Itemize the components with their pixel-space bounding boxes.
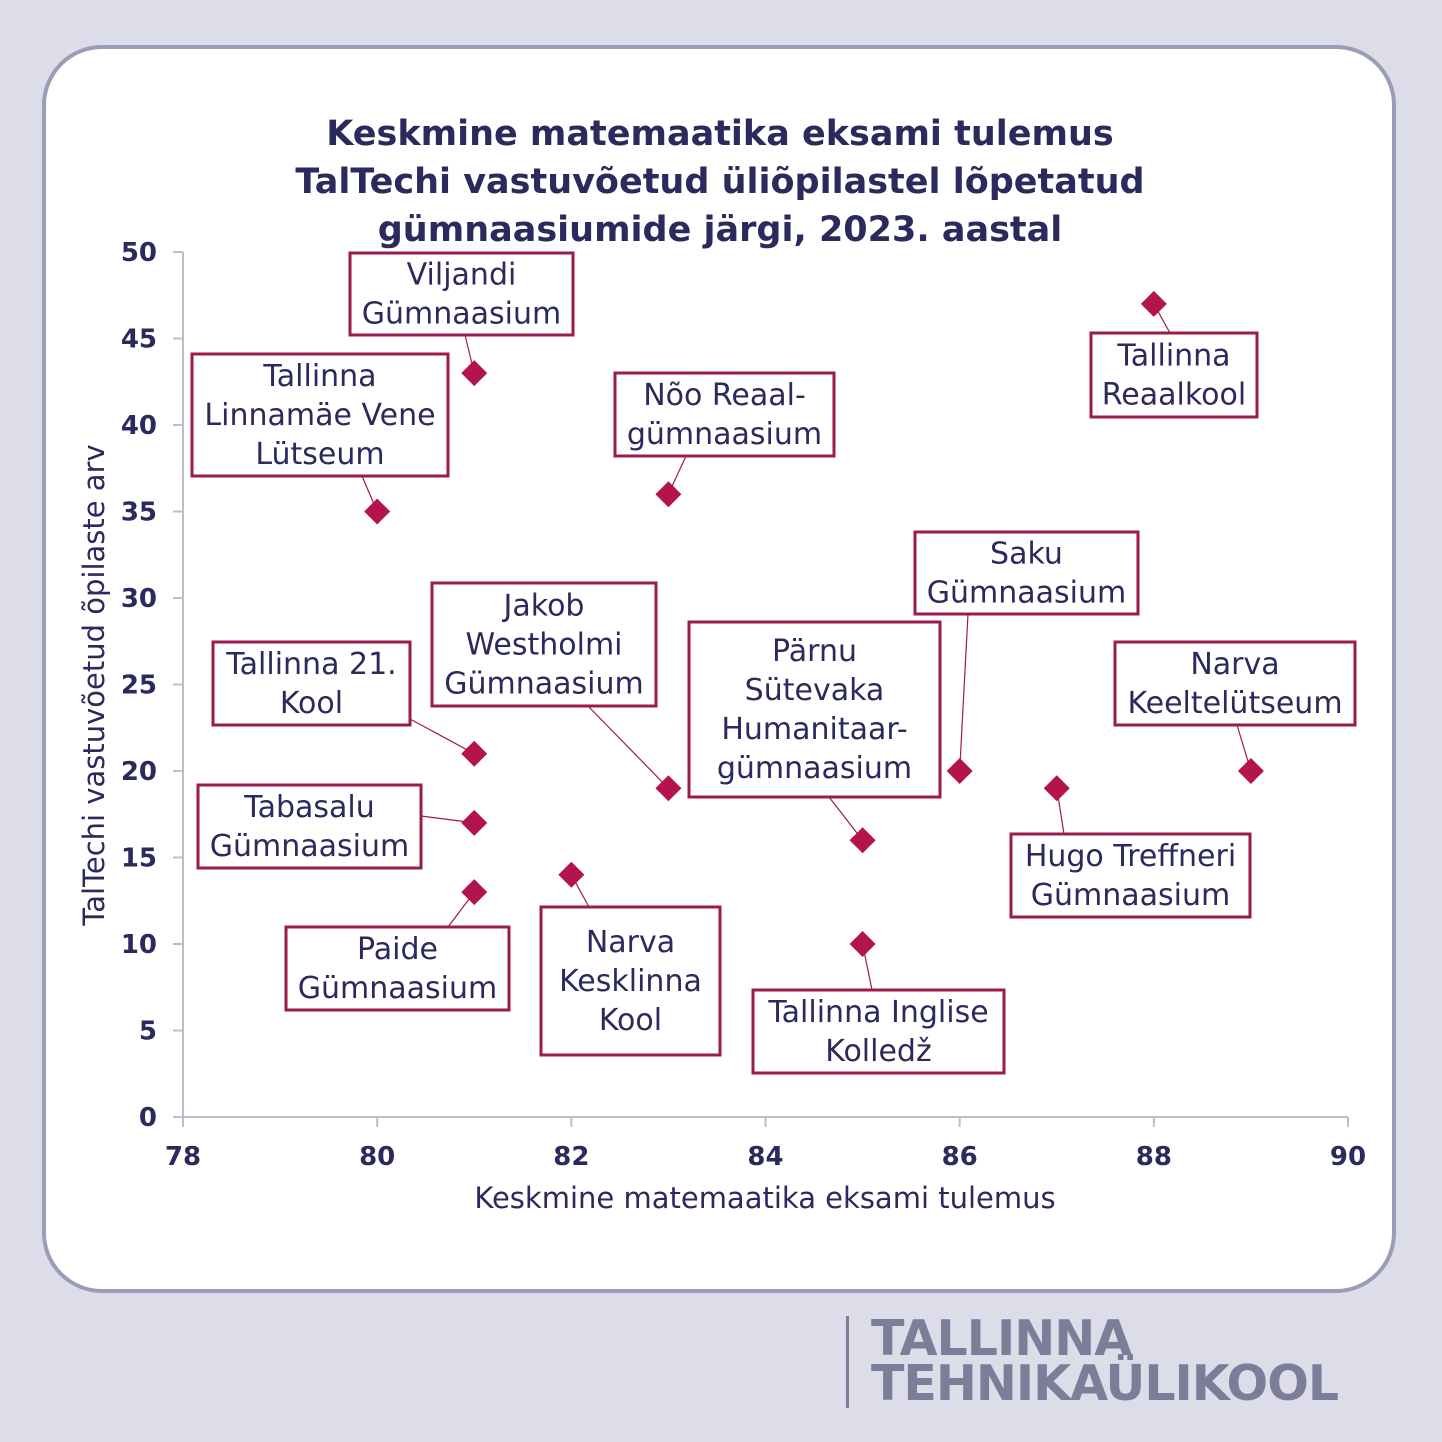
callout-label: Keeltelütseum — [1127, 686, 1343, 721]
data-point-marker — [558, 862, 584, 888]
data-point-marker — [1044, 775, 1070, 801]
callout-label: Jakob — [503, 588, 585, 624]
x-tick-label: 90 — [1329, 1142, 1367, 1172]
data-point-marker — [850, 827, 876, 853]
x-tick-label: 80 — [359, 1142, 396, 1172]
callout-label: Gümnaasium — [297, 971, 498, 1006]
y-tick-label: 30 — [120, 584, 157, 614]
x-tick-label: 86 — [941, 1142, 978, 1172]
y-axis-label: TalTechi vastuvõetud õpilaste arv — [77, 444, 111, 926]
callout-label: Narva — [1190, 647, 1280, 682]
callout-label: Narva — [585, 925, 676, 960]
data-point-marker — [461, 741, 487, 767]
callout-label: Lütseum — [255, 437, 385, 472]
callout-label: Gümnaasium — [444, 666, 644, 702]
callout-label: gümnaasium — [626, 417, 823, 452]
callout-label: Tallinna — [263, 359, 377, 394]
callout-leader-line — [410, 719, 474, 754]
callout-label: Nõo Reaal- — [643, 378, 806, 413]
y-tick-label: 25 — [120, 670, 157, 701]
callout-label: Pärnu — [772, 634, 857, 669]
callout-label: Gümnaasium — [1030, 878, 1231, 913]
callout-label: Saku — [990, 536, 1063, 572]
logo-line-1: TALLINNA — [871, 1310, 1132, 1367]
data-point-marker — [364, 499, 390, 525]
y-tick-label: 20 — [120, 757, 157, 787]
y-tick-label: 0 — [138, 1103, 157, 1133]
y-tick-label: 45 — [120, 324, 157, 355]
y-tick-label: 15 — [120, 843, 157, 874]
data-point-marker — [655, 481, 681, 507]
callout-label: Kolledž — [825, 1034, 932, 1069]
data-point-marker — [947, 758, 973, 784]
callout-label: Gümnaasium — [361, 296, 562, 332]
x-tick-label: 88 — [1135, 1142, 1172, 1172]
x-tick-label: 78 — [164, 1142, 202, 1172]
callout-label: Sütevaka — [744, 673, 885, 708]
y-tick-label: 35 — [120, 497, 157, 528]
data-point-marker — [850, 931, 876, 957]
logo-line-2: TEHNIKAÜLIKOOL — [871, 1355, 1339, 1412]
data-point-marker — [1238, 758, 1264, 784]
chart-title-line: Keskmine matemaatika eksami tulemus — [326, 114, 1114, 154]
callout-leader-line — [960, 614, 968, 771]
callout-label: Linnamäe Vene — [204, 398, 436, 433]
callout-label: Kesklinna — [559, 964, 702, 999]
callout-label: Viljandi — [406, 257, 517, 293]
data-point-marker — [461, 879, 487, 905]
callout-label: Kool — [279, 686, 344, 721]
callout-label: Tallinna 21. — [226, 647, 397, 682]
callout-label: gümnaasium — [716, 751, 913, 786]
x-axis-label: Keskmine matemaatika eksami tulemus — [474, 1181, 1056, 1215]
callout-label: Gümnaasium — [209, 829, 410, 864]
callout-label: Hugo Treffneri — [1024, 839, 1237, 874]
callout-leader-line — [588, 706, 668, 788]
callout-label: Tallinna — [1117, 338, 1231, 374]
x-tick-label: 82 — [553, 1142, 590, 1172]
callout-label: Kool — [598, 1003, 663, 1038]
data-point-marker — [1141, 291, 1167, 317]
data-point-marker — [461, 810, 487, 836]
y-tick-label: 40 — [120, 411, 157, 441]
chart-title-line: gümnaasiumide järgi, 2023. aastal — [377, 210, 1063, 250]
y-tick-label: 5 — [138, 1016, 157, 1047]
callout-label: Gümnaasium — [926, 575, 1127, 611]
x-tick-label: 84 — [747, 1142, 784, 1172]
callout-label: Westholmi — [465, 627, 623, 663]
callout-label: Tabasalu — [244, 790, 375, 825]
data-point-marker — [461, 360, 487, 386]
y-tick-label: 50 — [120, 238, 157, 268]
chart-title-line: TalTechi vastuvõetud üliõpilastel lõpetatud — [295, 162, 1145, 202]
callout-label: Paide — [357, 932, 438, 967]
callout-label: Humanitaar- — [721, 712, 908, 747]
y-tick-label: 10 — [120, 930, 157, 960]
callout-label: Tallinna Inglise — [768, 995, 989, 1030]
callout-label: Reaalkool — [1101, 377, 1247, 413]
university-logo — [846, 1310, 1339, 1412]
